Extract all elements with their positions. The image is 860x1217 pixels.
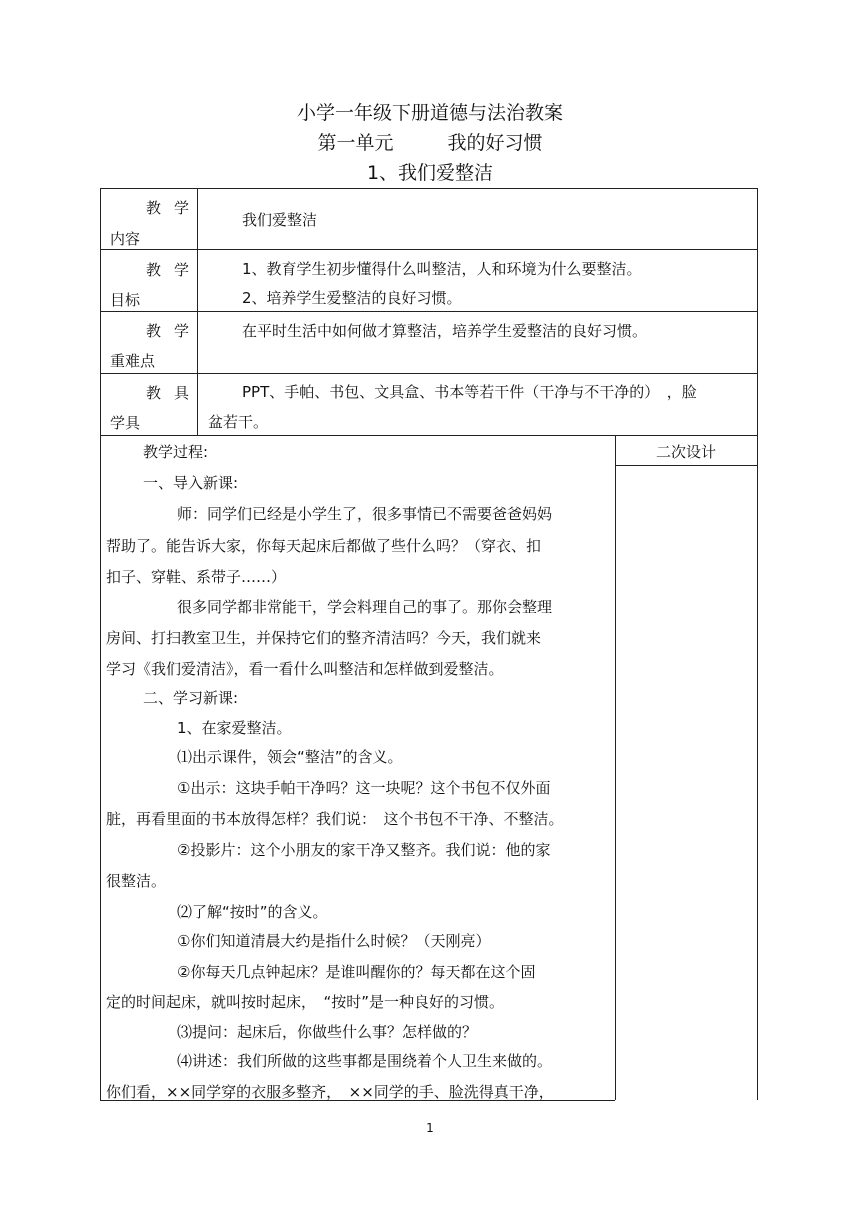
label-char: 目标 [110, 291, 141, 309]
process-line: ⑷讲述：我们所做的这些事都是围绕着个人卫生来做的。 [177, 1052, 553, 1070]
label-char: 学 [174, 199, 190, 217]
row-tools-line-1: PPT、手帕、书包、文具盒、书本等若干件（干净与不干净的） ，脸 [242, 383, 697, 401]
process-line: 房间、打扫教室卫生，并保持它们的整齐清洁吗？今天，我们就来 [106, 629, 542, 647]
process-line: 定的时间起床，就叫按时起床， “按时”是一种良好的习惯。 [106, 993, 505, 1011]
label-char: 学 [174, 261, 190, 279]
process-line: ⑶提问：起床后，你做些什么事？怎样做的？ [177, 1023, 478, 1041]
process-line: ①出示：这块手帕干净吗？这一块呢？这个书包不仅外面 [177, 779, 551, 797]
process-line: ⑴出示课件，领会“整洁”的含义。 [177, 748, 403, 766]
process-line: 你们看，××同学穿的衣服多整齐， ××同学的手、脸洗得真干净， [106, 1083, 554, 1101]
label-char: 学具 [110, 414, 141, 432]
process-line: ②你每天几点钟起床？是谁叫醒你的？每天都在这个固 [177, 963, 536, 981]
process-line: ⑵了解“按时”的含义。 [177, 903, 328, 921]
label-char: 内容 [110, 230, 141, 248]
unit-label: 第一单元 [317, 132, 394, 154]
process-line: 师：同学们已经是小学生了，很多事情已不需要爸爸妈妈 [177, 505, 553, 523]
process-line: 学习《我们爱清洁》，看一看什么叫整洁和怎样做到爱整洁。 [106, 660, 504, 678]
process-line: 扣子、穿鞋、系带子……） [106, 568, 287, 586]
row-difficulty-value: 在平时生活中如何做才算整洁，培养学生爱整洁的良好习惯。 [242, 322, 648, 340]
process-line: 帮助了。能告诉大家，你每天起床后都做了些什么吗？（穿衣、扣 [106, 537, 542, 555]
page-number: 1 [426, 1121, 434, 1135]
label-char: 学 [174, 322, 190, 340]
process-line: 很整洁。 [106, 872, 167, 890]
row-goal-line-2: 2、培养学生爱整洁的良好习惯。 [242, 289, 462, 307]
label-char: 重难点 [110, 352, 156, 370]
lesson-title: 1、我们爱整洁 [366, 162, 494, 184]
row-content-value: 我们爱整洁 [242, 211, 318, 229]
label-char: 教 [146, 384, 162, 402]
document-title: 小学一年级下册道德与法治教案 [296, 102, 563, 124]
label-char: 教 [146, 199, 162, 217]
process-line: 很多同学都非常能干，学会料理自己的事了。那你会整理 [177, 598, 553, 616]
process-line: ①你们知道清晨大约是指什么时候？（天刚亮） [177, 932, 491, 950]
process-line: 脏，再看里面的书本放得怎样？我们说： 这个书包不干净、不整洁。 [106, 810, 564, 828]
row-tools-line-2: 盆若干。 [208, 413, 269, 431]
process-line: 一、导入新课: [143, 474, 239, 492]
label-char: 教 [146, 261, 162, 279]
row-goal-line-1: 1、教育学生初步懂得什么叫整洁，人和环境为什么要整洁。 [242, 260, 642, 278]
process-line: 二、学习新课: [143, 689, 239, 707]
unit-name: 我的好习惯 [447, 132, 543, 154]
second-design-header: 二次设计 [655, 443, 716, 461]
label-char: 具 [174, 384, 190, 402]
unit-heading [0, 131, 860, 155]
process-header: 教学过程: [143, 443, 209, 461]
process-line: ②投影片：这个小朋友的家干净又整齐。我们说：他的家 [177, 841, 551, 859]
process-line: 1、在家爱整洁。 [177, 719, 292, 737]
label-char: 教 [146, 322, 162, 340]
